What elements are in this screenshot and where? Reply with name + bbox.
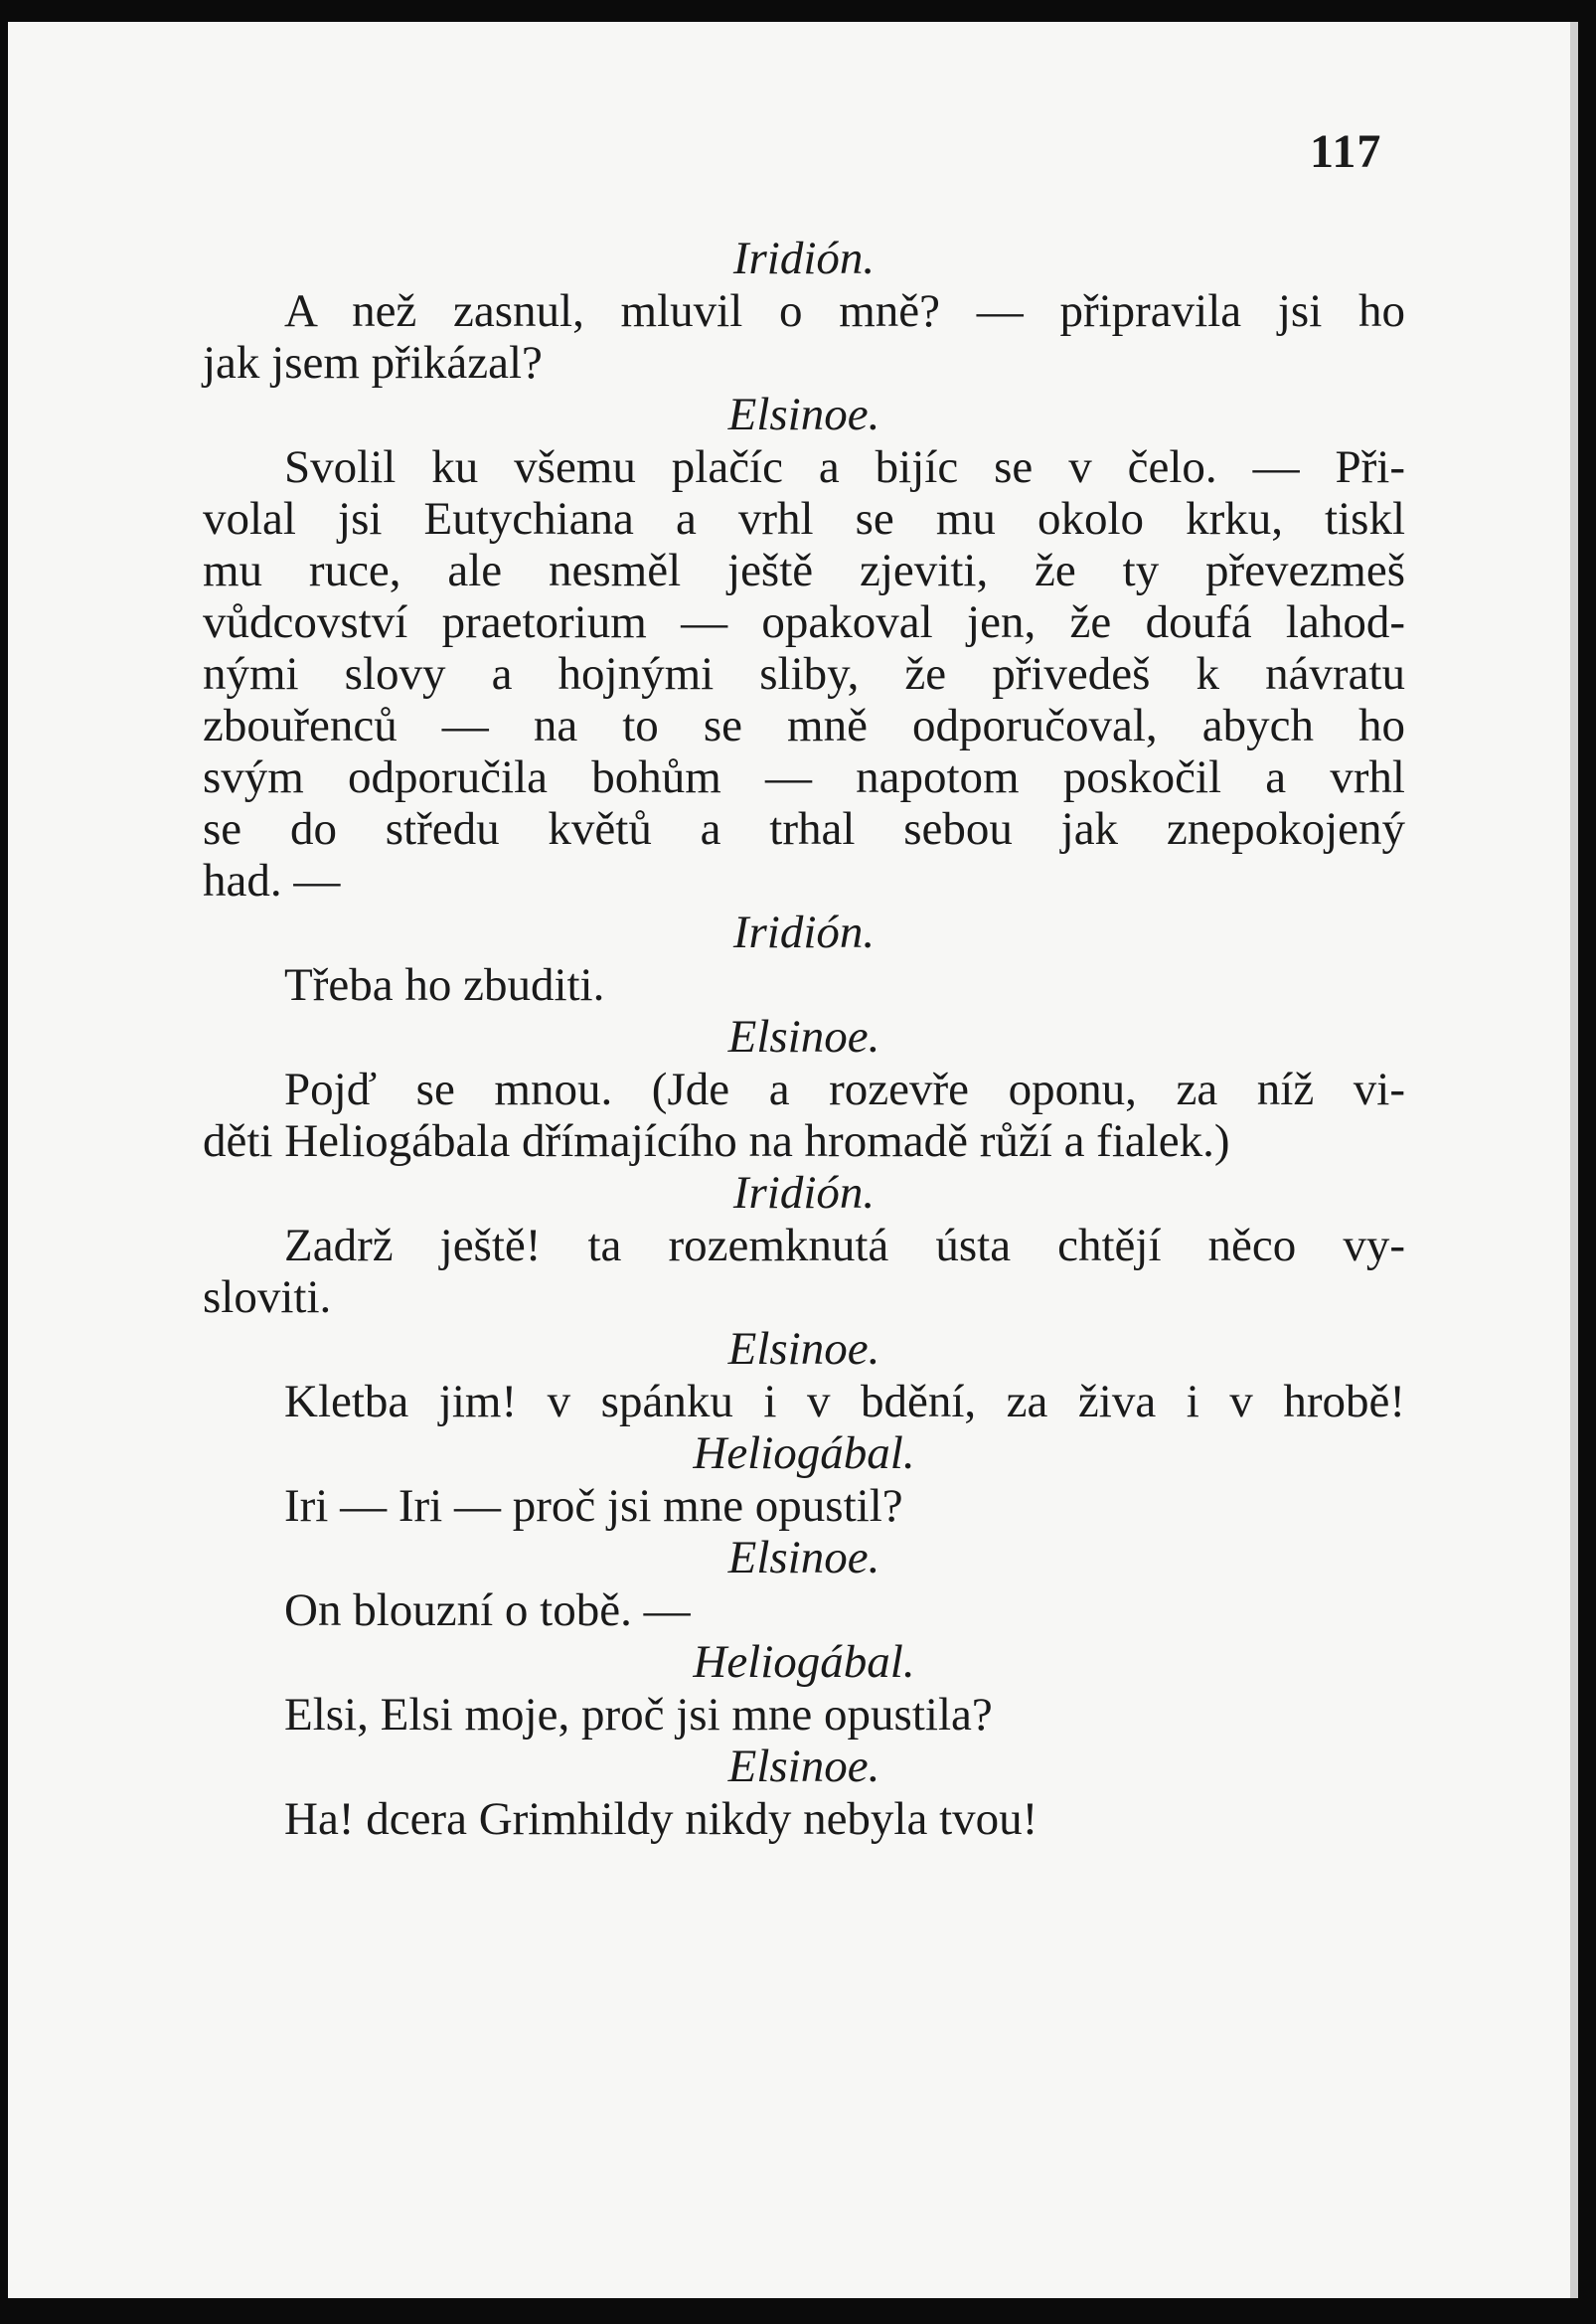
page-number: 117 <box>1310 125 1382 178</box>
text-line: Třeba ho zbuditi. <box>284 959 605 1011</box>
dialogue-block <box>203 1741 1405 1845</box>
speaker-name: Iridión. <box>732 907 876 958</box>
dialogue-block <box>203 1532 1405 1636</box>
text-line: sloviti. <box>203 1271 332 1323</box>
book-page <box>8 22 1578 2298</box>
dialogue-block <box>203 389 1405 907</box>
text-line: vůdcovství praetorium — opakoval jen, že doufá lahod- <box>203 596 1405 648</box>
text-line: jak jsem přikázal? <box>203 337 543 389</box>
speaker-name: Elsinoe. <box>727 1741 880 1792</box>
dialogue-block <box>203 233 1405 389</box>
speaker-name: Elsinoe. <box>727 1532 880 1583</box>
text-line: Elsi, Elsi moje, proč jsi mne opustila? <box>284 1689 993 1741</box>
speaker-name: Iridión. <box>732 233 876 284</box>
text-line: had. — <box>203 855 341 907</box>
speaker-name: Elsinoe. <box>727 389 880 440</box>
speaker-name: Iridión. <box>732 1167 876 1219</box>
dialogue-block <box>203 1427 1405 1532</box>
text-line: Iri — Iri — proč jsi mne opustil? <box>284 1480 903 1532</box>
speaker-name: Elsinoe. <box>727 1011 880 1063</box>
text-line: Kletba jim! v spánku i v bdění, za živa i v hrobě! <box>284 1376 1405 1427</box>
text-line: Pojď se mnou. (Jde a rozevře oponu, za níž vi- <box>284 1064 1405 1115</box>
page-text <box>203 233 1405 1845</box>
text-line: svým odporučila bohům — napotom poskočil a vrhl <box>203 751 1405 803</box>
text-line: A než zasnul, mluvil o mně? — připravila jsi ho <box>284 285 1405 337</box>
text-line: volal jsi Eutychiana a vrhl se mu okolo krku, tiskl <box>203 493 1405 545</box>
text-line: Ha! dcera Grimhildy nikdy nebyla tvou! <box>284 1793 1038 1845</box>
text-line: se do středu květů a trhal sebou jak znepokojený <box>203 803 1405 855</box>
text-line: On blouzní o tobě. — <box>284 1584 691 1636</box>
dialogue-block <box>203 907 1405 1011</box>
speaker-name: Heliogábal. <box>693 1427 915 1479</box>
dialogue-block <box>203 1167 1405 1323</box>
speaker-name: Elsinoe. <box>727 1323 880 1375</box>
dialogue-block <box>203 1323 1405 1427</box>
dialogue-block <box>203 1011 1405 1167</box>
text-line: Zadrž ještě! ta rozemknutá ústa chtějí něco vy- <box>284 1220 1405 1271</box>
dialogue-block <box>203 1636 1405 1741</box>
speaker-name: Heliogábal. <box>693 1636 915 1688</box>
text-line: Svolil ku všemu plačíc a bijíc se v čelo. — Při- <box>284 441 1405 493</box>
text-line: nými slovy a hojnými sliby, že přivedeš k návratu <box>203 648 1405 700</box>
text-line: děti Heliogábala dřímajícího na hromadě růží a fialek.) <box>203 1115 1230 1167</box>
text-line: mu ruce, ale nesměl ještě zjeviti, že ty převezmeš <box>203 545 1405 596</box>
text-line: zbouřenců — na to se mně odporučoval, abych ho <box>203 700 1405 751</box>
